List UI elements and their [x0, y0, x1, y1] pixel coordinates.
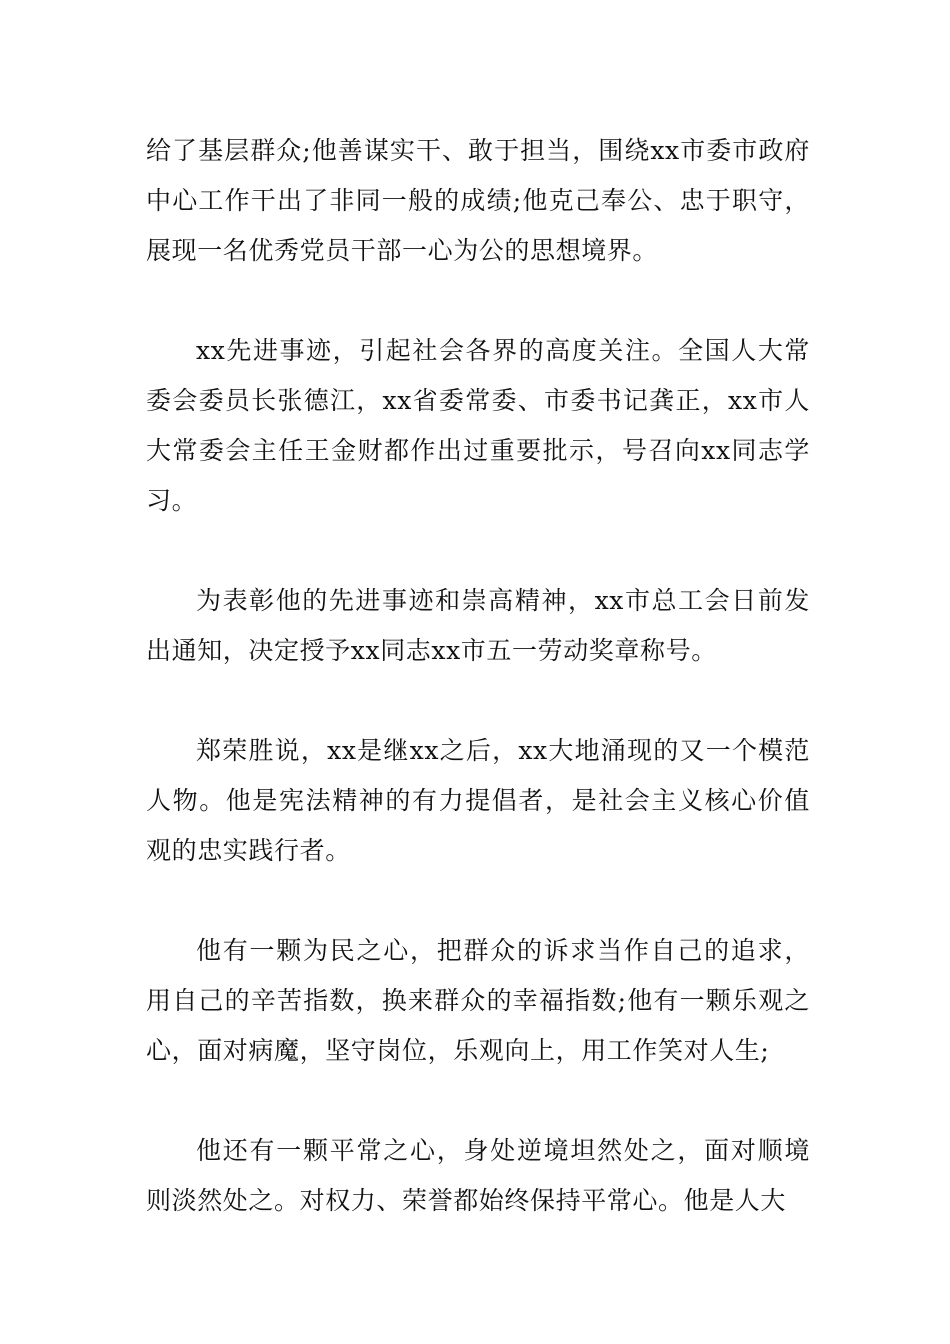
paragraph-2: xx先进事迹，引起社会各界的高度关注。全国人大常委会委员长张德江，xx省委常委、市委书记龚正，xx市人大常委会主任王金财都作出过重要批示，号召向xx同志学习。: [146, 336, 810, 515]
paragraph-5: 他有一颗为民之心，把群众的诉求当作自己的追求，用自己的辛苦指数，换来群众的幸福指数;他有一颗乐观之心，面对病魔，坚守岗位，乐观向上，用工作笑对人生;: [146, 936, 810, 1065]
paragraph-4: 郑荣胜说，xx是继xx之后，xx大地涌现的又一个模范人物。他是宪法精神的有力提倡者，是社会主义核心价值观的忠实践行者。: [146, 736, 810, 865]
paragraph-6: 他还有一颗平常之心，身处逆境坦然处之，面对顺境则淡然处之。对权力、荣誉都始终保持平常心。他是人大: [146, 1136, 810, 1215]
paragraph-1: 给了基层群众;他善谋实干、敢于担当，围绕xx市委市政府中心工作干出了非同一般的成绩;他克己奉公、忠于职守，展现一名优秀党员干部一心为公的思想境界。: [146, 136, 810, 265]
document-body: [146, 126, 810, 1226]
paragraph-3: 为表彰他的先进事迹和崇高精神，xx市总工会日前发出通知，决定授予xx同志xx市五一劳动奖章称号。: [146, 586, 810, 665]
